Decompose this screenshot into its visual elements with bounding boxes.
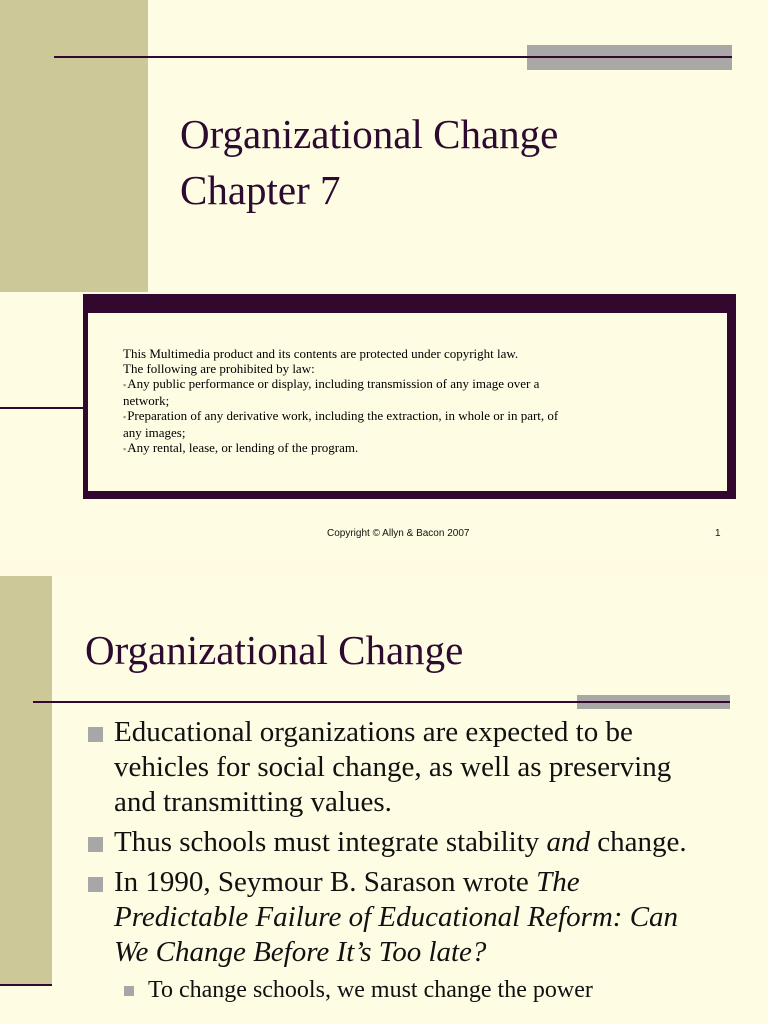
footer-copyright: Copyright © Allyn & Bacon 2007 bbox=[327, 528, 470, 539]
slide-2 bbox=[0, 576, 768, 1024]
copyright-notice-text bbox=[123, 346, 563, 457]
side-rule bbox=[0, 984, 52, 986]
list-sub-item: To change schools, we must change the power bbox=[88, 975, 718, 1005]
slide-title: Organizational Change bbox=[85, 627, 464, 673]
notice-line-2: The following are prohibited by law: bbox=[123, 361, 315, 376]
slide-sidebar-band bbox=[0, 576, 52, 986]
book-title: The Predictable Failure of Educational Reform: Can We Change Before It’s Too late? bbox=[114, 866, 679, 968]
accent-rule bbox=[577, 701, 730, 703]
square-bullet-icon bbox=[124, 986, 134, 996]
list-item: In 1990, Seymour B. Sarason wrote The Predictable Failure of Educational Reform: Can We Change Before It’s Too late? bbox=[88, 865, 718, 970]
list-item: Educational organizations are expected to be vehicles for social change, as well as preserving and transmitting values. bbox=[88, 715, 718, 820]
list-item: Thus schools must integrate stability and change. bbox=[88, 825, 718, 860]
bullet-icon: ▪ bbox=[123, 380, 127, 390]
bullet-icon: ▪ bbox=[123, 412, 127, 422]
slide-sidebar-band bbox=[0, 0, 148, 292]
accent-rule bbox=[527, 56, 732, 58]
notice-item: ▪Any rental, lease, or lending of the program. bbox=[123, 440, 359, 455]
square-bullet-icon bbox=[88, 727, 103, 742]
square-bullet-icon bbox=[88, 877, 103, 892]
copyright-notice-panel bbox=[88, 313, 727, 491]
title-line-1: Organizational Change bbox=[180, 111, 559, 157]
square-bullet-icon bbox=[88, 837, 103, 852]
footer-page-number: 1 bbox=[715, 528, 721, 539]
slide-title bbox=[180, 106, 558, 218]
copyright-notice-box bbox=[83, 294, 736, 499]
notice-item: ▪Any public performance or display, including transmission of any image over a network; bbox=[123, 376, 540, 408]
bullet-list bbox=[88, 715, 718, 1010]
side-rule bbox=[0, 407, 84, 409]
title-line-2: Chapter 7 bbox=[180, 167, 341, 213]
notice-item: ▪Preparation of any derivative work, including the extraction, in whole or in part, of any images; bbox=[123, 408, 559, 440]
notice-line-1: This Multimedia product and its contents are protected under copyright law. bbox=[123, 346, 519, 361]
bullet-icon: ▪ bbox=[123, 444, 127, 454]
